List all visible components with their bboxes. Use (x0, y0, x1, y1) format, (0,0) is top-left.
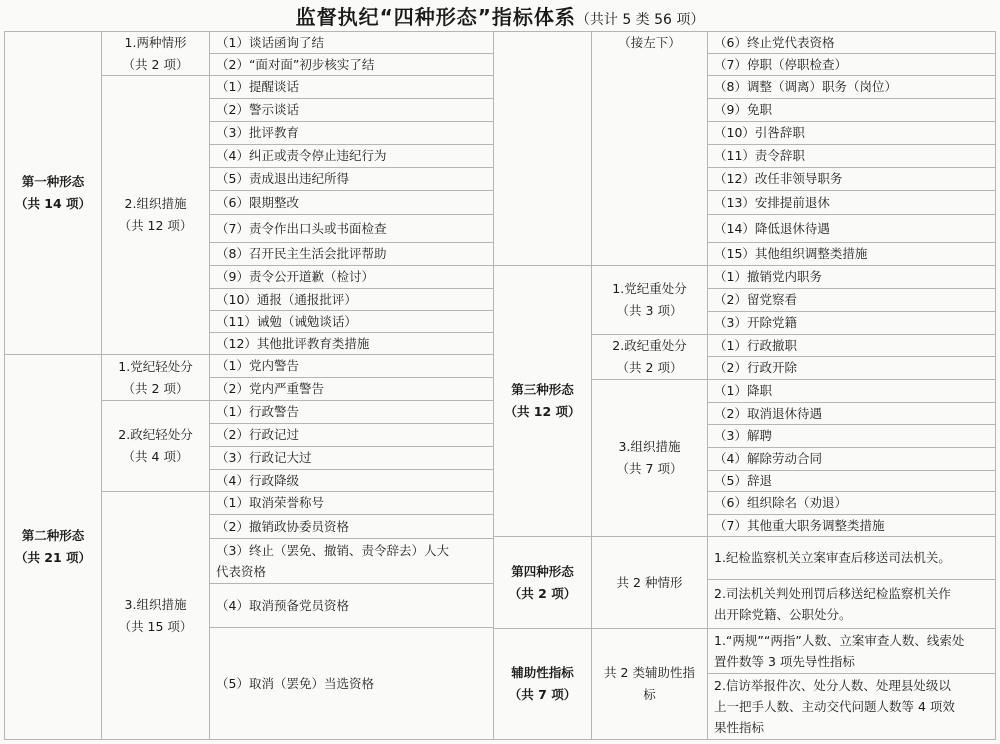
form2-group2 (102, 401, 210, 492)
aux-label: 辅助性指标 (511, 665, 574, 680)
form2-group1-count: （共 2 项） (122, 380, 189, 396)
item-row: （1）行政撤职 (708, 335, 996, 357)
item-row: （4）纠正或责令停止违纪行为 (210, 145, 494, 168)
item-row: （7）其他重大职务调整类措施 (708, 515, 996, 537)
item-row: （3）行政记大过 (210, 447, 494, 470)
form4-header (494, 537, 592, 629)
item-row: （5）辞退 (708, 471, 996, 492)
form2-group1 (102, 355, 210, 401)
item-row: （3）批评教育 (210, 122, 494, 145)
item-row: （1）撤销党内职务 (708, 266, 996, 289)
item-row: （9）责令公开道歉（检讨） (210, 266, 494, 289)
item-row: （2）取消退休待遇 (708, 403, 996, 425)
item-row: （1）取消荣誉称号 (210, 492, 494, 515)
item-row: （11）诫勉（诫勉谈话） (210, 311, 494, 333)
item-row: （14）降低退休待遇 (708, 215, 996, 243)
form2-group3 (102, 492, 210, 740)
item-row: （2）行政开除 (708, 357, 996, 380)
item-row: （6）限期整改 (210, 191, 494, 215)
form3-group3-label: 3.组织措施 (618, 439, 681, 454)
form3-header (494, 266, 592, 537)
form1-group2 (102, 76, 210, 355)
form3-group2 (592, 335, 708, 380)
item-row: （9）免职 (708, 99, 996, 122)
title-main: 监督执纪“四种形态”指标体系 (295, 5, 576, 29)
form2-group1-label: 1.党纪轻处分 (118, 358, 193, 374)
item-row: 1.纪检监察机关立案审查后移送司法机关。 (708, 537, 996, 580)
item-row: （4）行政降级 (210, 470, 494, 492)
form3-group2-label: 2.政纪重处分 (612, 338, 687, 353)
form3-group3-count: （共 7 项） (616, 461, 683, 476)
item-row: （1）谈话函询了结 (210, 31, 494, 54)
item-row: （2）“面对面”初步核实了结 (210, 54, 494, 76)
form2-group2-count: （共 4 项） (122, 449, 189, 464)
aux-header (494, 629, 592, 740)
form4-group-label: 共 2 种情形 (616, 574, 683, 590)
form3-count: （共 12 项） (504, 404, 581, 419)
item-row: （11）责令辞职 (708, 145, 996, 168)
aux-group-label-line1: 共 2 类辅助性指 (604, 665, 695, 680)
item-row: （6）终止党代表资格 (708, 31, 996, 54)
item-row: （3）终止（罢免、撤销、责令辞去）人大 代表资格 (210, 539, 494, 584)
form1-group1-label: 1.两种情形 (124, 34, 187, 50)
item-row: （4）取消预备党员资格 (210, 584, 494, 628)
item-row: （2）警示谈话 (210, 99, 494, 122)
form2-group2-label: 2.政纪轻处分 (118, 427, 193, 442)
item-row: 2.信访举报件次、处分人数、处理县处级以 上一把手人数、主动交代问题人数等 4 项效 果性指标 (708, 674, 996, 740)
item-row: 2.司法机关判处刑罚后移送纪检监察机关作 出开除党籍、公职处分。 (708, 580, 996, 629)
form3-group1-label: 1.党纪重处分 (612, 281, 687, 296)
item-row: （1）党内警告 (210, 355, 494, 378)
item-row: （1）行政警告 (210, 401, 494, 424)
item-row: （2）行政记过 (210, 424, 494, 447)
form3-label: 第三种形态 (511, 382, 574, 397)
item-row: （12）改任非领导职务 (708, 168, 996, 191)
continued-label: （接左下） (618, 35, 681, 50)
item-row: （3）解聘 (708, 425, 996, 448)
form1-group1-count: （共 2 项） (122, 56, 189, 72)
form4-group (592, 537, 708, 629)
item-row: 1.“两规”“两指”人数、立案审查人数、线索处 置件数等 3 项先导性指标 (708, 629, 996, 674)
form2-count: （共 21 项） (14, 550, 92, 565)
item-row: （10）通报（通报批评） (210, 289, 494, 311)
form2-label: 第二种形态 (21, 528, 85, 543)
form1-group1 (102, 31, 210, 76)
aux-count: （共 7 项） (508, 687, 577, 702)
form3-group3 (592, 380, 708, 537)
form1-group2-label: 2.组织措施 (124, 196, 187, 211)
aux-group (592, 629, 708, 740)
title-sub: （共计 5 类 56 项） (575, 12, 705, 28)
item-row: （8）调整（调离）职务（岗位） (708, 76, 996, 99)
item-row: （2）留党察看 (708, 289, 996, 312)
item-row: （12）其他批评教育类措施 (210, 333, 494, 355)
form3-group1 (592, 266, 708, 335)
form4-label: 第四种形态 (511, 563, 574, 579)
item-row: （10）引咎辞职 (708, 122, 996, 145)
item-row: （15）其他组织调整类措施 (708, 243, 996, 266)
continued-group (592, 31, 708, 266)
aux-group-label-line2: 标 (643, 687, 656, 702)
item-row: （3）开除党籍 (708, 312, 996, 335)
item-row: （7）责令作出口头或书面检查 (210, 215, 494, 243)
form1-count: （共 14 项） (14, 196, 92, 211)
form1-group2-count: （共 12 项） (118, 218, 193, 233)
blank-cell (494, 31, 592, 266)
item-row: （1）提醒谈话 (210, 76, 494, 99)
item-row: （5）责成退出违纪所得 (210, 168, 494, 191)
item-row: （7）停职（停职检查） (708, 54, 996, 76)
form2-header (4, 355, 102, 740)
form1-header (4, 31, 102, 355)
item-row: （5）取消（罢免）当选资格 (210, 628, 494, 740)
item-row: （8）召开民主生活会批评帮助 (210, 243, 494, 266)
form2-group3-label: 3.组织措施 (124, 596, 187, 612)
item-row: （2）撤销政协委员资格 (210, 515, 494, 539)
form3-group1-count: （共 3 项） (616, 303, 683, 318)
form1-label: 第一种形态 (21, 174, 85, 189)
form4-count: （共 2 项） (508, 585, 577, 601)
item-row: （4）解除劳动合同 (708, 448, 996, 471)
form3-group2-count: （共 2 项） (616, 360, 683, 375)
item-row: （2）党内严重警告 (210, 378, 494, 401)
item-row: （6）组织除名（劝退） (708, 492, 996, 515)
item-row: （1）降职 (708, 380, 996, 403)
item-row: （13）安排提前退休 (708, 191, 996, 215)
form2-group3-count: （共 15 项） (118, 618, 193, 634)
